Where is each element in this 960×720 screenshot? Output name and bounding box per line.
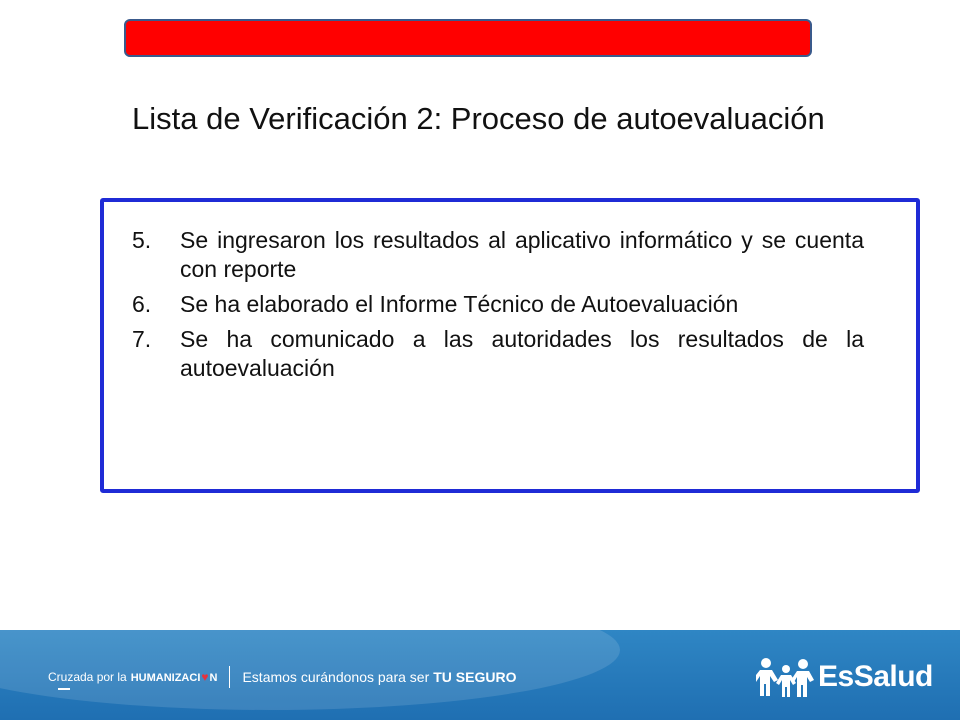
list-item-text: Se ha comunicado a las autoridades los resultados de la autoevaluación: [180, 326, 864, 381]
campaign-text: [48, 666, 516, 688]
slide-title: Lista de Verificación 2: Proceso de autoevaluación: [132, 101, 825, 136]
footer-divider: [229, 666, 230, 688]
family-logo-icon: [756, 655, 814, 699]
campaign-prefix: Cruzada por la: [48, 670, 127, 684]
campaign-word: HUMANIZACI♥N: [130, 670, 218, 684]
heart-icon: ♥: [201, 670, 209, 684]
list-item: [132, 325, 864, 383]
brand-name: EsSalud: [818, 660, 933, 693]
list-item-number: 7.: [132, 326, 152, 352]
list-item: [132, 290, 864, 319]
footer-dash: [58, 688, 70, 690]
checklist: [132, 226, 864, 389]
list-item-text: Se ha elaborado el Informe Técnico de Autoevaluación: [180, 291, 739, 317]
tagline-bold: TU SEGURO: [433, 669, 517, 685]
footer-banner: [0, 630, 960, 720]
list-item: [132, 226, 864, 284]
list-item-number: 5.: [132, 227, 152, 253]
list-item-number: 6.: [132, 291, 152, 317]
list-item-text: Se ingresaron los resultados al aplicativo informático y se cuenta con reporte: [180, 227, 864, 282]
red-header-bar: [124, 19, 812, 57]
tagline: Estamos curándonos para ser TU SEGURO: [242, 669, 517, 685]
essalud-logo: [756, 652, 933, 702]
